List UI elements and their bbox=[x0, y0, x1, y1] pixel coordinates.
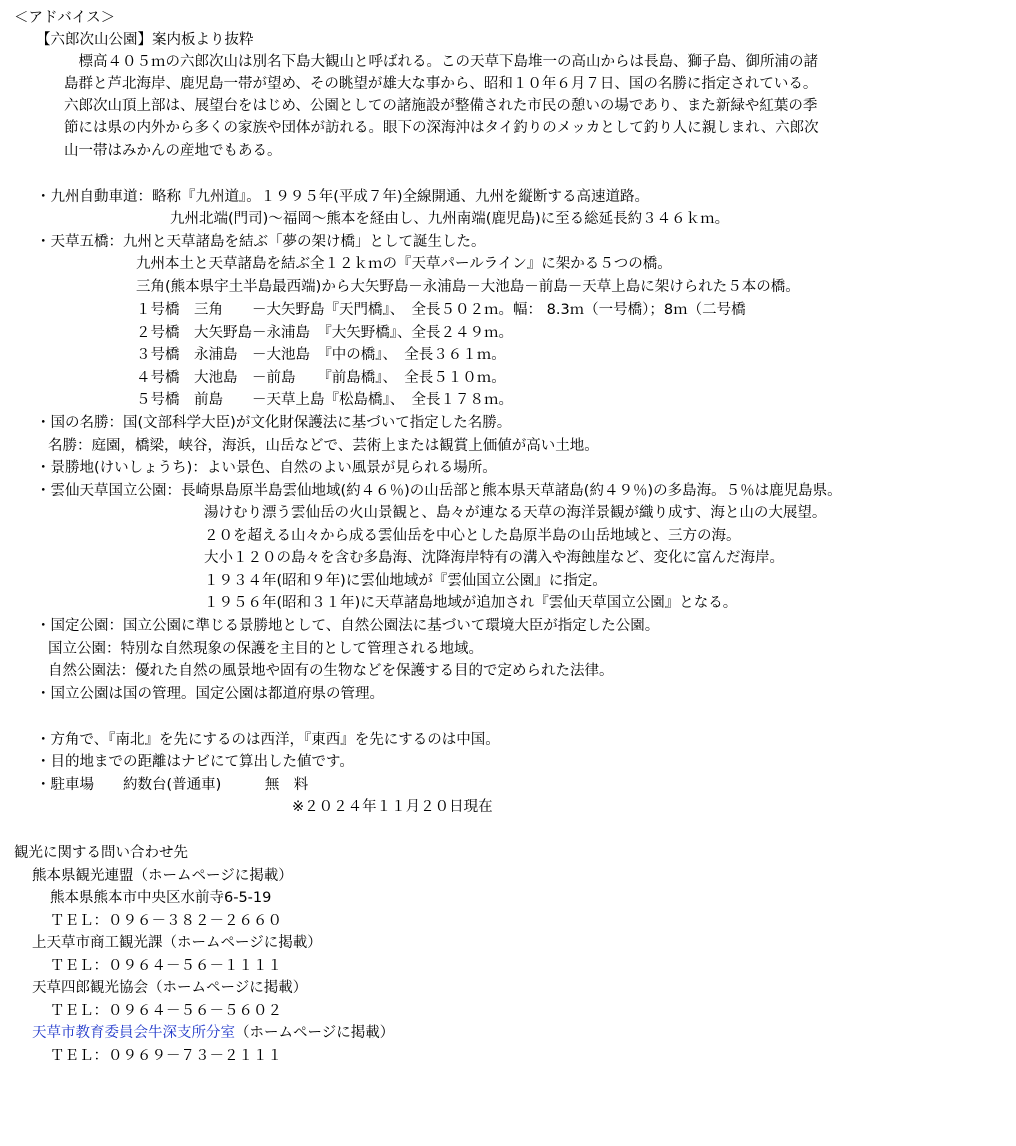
note-scenic-spot: ・景勝地(けいしょうち)：よい景色、自然のよい風景が見られる場所。 bbox=[36, 460, 497, 476]
contact-name: 上天草市商工観光課（ホームページに掲載） bbox=[32, 935, 322, 951]
note-direction: ・方角で、『南北』を先にするのは西洋，『東西』を先にするのは中国。 bbox=[36, 732, 500, 748]
note-distance: ・目的地までの距離はナビにて算出した値です。 bbox=[36, 754, 354, 770]
sign-text-line: 六郎次山頂上部は、展望台をはじめ、公園としての諸施設が整備された市民の憩いの場であり、また新緑や紅葉の季 bbox=[64, 98, 818, 114]
bridge-row-3: ３号橋 永浦島 －大池島 『中の橋』、 全長３６１ｍ。 bbox=[136, 347, 506, 363]
note-bridges-detail: 三角(熊本県宇土半島最西端)から大矢野島－永浦島－大池島－前島－天草上島に架けられた５本の橋。 bbox=[136, 279, 800, 295]
contact-name: 熊本県観光連盟（ホームページに掲載） bbox=[32, 868, 293, 884]
amakusa-education-board-link[interactable]: 天草市教育委員会牛深支所分室 bbox=[32, 1025, 235, 1041]
sign-text-line: 節には県の内外から多くの家族や団体が訪れる。眼下の深海沖はタイ釣りのメッカとして釣り人に親しまれ、六郎次 bbox=[64, 120, 819, 136]
bridge-row-2: ２号橋 大矢野島－永浦島 『大矢野橋』、全長２４９ｍ。 bbox=[136, 325, 513, 341]
note-unzen-detail: ２０を超える山々から成る雲仙岳を中心とした島原半島の山岳地域と、三方の海。 bbox=[204, 528, 741, 544]
contact-tel: ＴＥＬ：０９６４－５６－１１１１ bbox=[50, 958, 282, 974]
note-unzen-detail: １９５６年(昭和３１年)に天草諸島地域が追加され『雲仙天草国立公園』となる。 bbox=[204, 595, 738, 611]
sign-title: 【六郎次山公園】案内板より抜粋 bbox=[36, 32, 254, 48]
contact-tel: ＴＥＬ：０９６４－５６－５６０２ bbox=[50, 1003, 282, 1019]
note-unzen-amakusa: ・雲仙天草国立公園：長崎県島原半島雲仙地域(約４６％)の山岳部と熊本県天草諸島(約４９％)の多島海。５％は鹿児島県。 bbox=[36, 483, 842, 499]
sign-text-line: 標高４０５ｍの六郎次山は別名下島大観山と呼ばれる。この天草下島堆一の高山からは長島、獅子島、御所浦の諸 bbox=[64, 54, 818, 70]
sign-text-line: 山一帯はみかんの産地でもある。 bbox=[64, 143, 282, 159]
note-management: ・国立公園は国の管理。国定公園は都道府県の管理。 bbox=[36, 686, 384, 702]
contact-name: 天草四郎観光協会（ホームページに掲載） bbox=[32, 980, 308, 996]
note-kyushu-expressway-detail: 九州北端(門司)～福岡～熊本を経由し、九州南端(鹿児島)に至る総延長約３４６ｋｍ。 bbox=[170, 211, 730, 227]
note-national-park-definition: 国立公園：特別な自然現象の保護を主目的として管理される地域。 bbox=[48, 641, 483, 657]
note-kyushu-expressway: ・九州自動車道：略称『九州道』。１９９５年(平成７年)全線開通、九州を縦断する高速道路。 bbox=[36, 189, 650, 205]
sign-text-line: 島群と芦北海岸、鹿児島一帯が望め、その眺望が雄大な事から、昭和１０年６月７日、国の名勝に指定されている。 bbox=[64, 76, 818, 92]
contact-name-suffix: （ホームページに掲載） bbox=[235, 1025, 395, 1041]
note-parking: ・駐車場 約数台(普通車) 無 料 bbox=[36, 777, 309, 793]
note-unzen-detail: 大小１２０の島々を含む多島海、沈降海岸特有の溝入や海蝕崖など、変化に富んだ海岸。 bbox=[204, 550, 784, 566]
advice-heading: ＜アドバイス＞ bbox=[14, 10, 116, 26]
note-meisho-definition: 名勝：庭園，橋梁，峡谷，海浜，山岳などで、芸術上または観賞上価値が高い土地。 bbox=[48, 438, 599, 454]
contact-tel: ＴＥＬ：０９６－３８２－２６６０ bbox=[50, 913, 282, 929]
note-unzen-detail: １９３４年(昭和９年)に雲仙地域が『雲仙国立公園』に指定。 bbox=[204, 573, 607, 589]
bridge-row-5: ５号橋 前島 －天草上島『松島橋』、 全長１７８ｍ。 bbox=[136, 392, 513, 408]
contact-tel: ＴＥＬ：０９６９－７３－２１１１ bbox=[50, 1048, 282, 1064]
note-amakusa-bridges: ・天草五橋：九州と天草諸島を結ぶ「夢の架け橋」として誕生した。 bbox=[36, 234, 486, 250]
note-unzen-detail: 湯けむり漂う雲仙岳の火山景観と、島々が連なる天草の海洋景観が織り成す、海と山の大展望。 bbox=[204, 505, 827, 521]
contacts-title: 観光に関する問い合わせ先 bbox=[14, 845, 188, 861]
note-as-of-date: ※２０２４年１１月２０日現在 bbox=[292, 799, 493, 815]
contact-entry bbox=[32, 1023, 394, 1043]
contact-address: 熊本県熊本市中央区水前寺6-5-19 bbox=[50, 890, 272, 906]
note-bridges-detail: 九州本土と天草諸島を結ぶ全１２ｋｍの『天草パールライン』に架かる５つの橋。 bbox=[136, 256, 672, 272]
note-national-scenic: ・国の名勝：国(文部科学大臣)が文化財保護法に基づいて指定した名勝。 bbox=[36, 415, 512, 431]
note-natural-park-law: 自然公園法：優れた自然の風景地や固有の生物などを保護する目的で定められた法律。 bbox=[48, 663, 614, 679]
note-quasi-national: ・国定公園：国立公園に準じる景勝地として、自然公園法に基づいて環境大臣が指定した公園。 bbox=[36, 618, 660, 634]
bridge-row-1: １号橋 三角 －大矢野島『天門橋』、 全長５０２ｍ。幅： 8.3ｍ（一号橋）；8ｍ（二号橋 bbox=[136, 302, 746, 318]
bridge-row-4: ４号橋 大池島 －前島 『前島橋』、 全長５１０ｍ。 bbox=[136, 370, 506, 386]
